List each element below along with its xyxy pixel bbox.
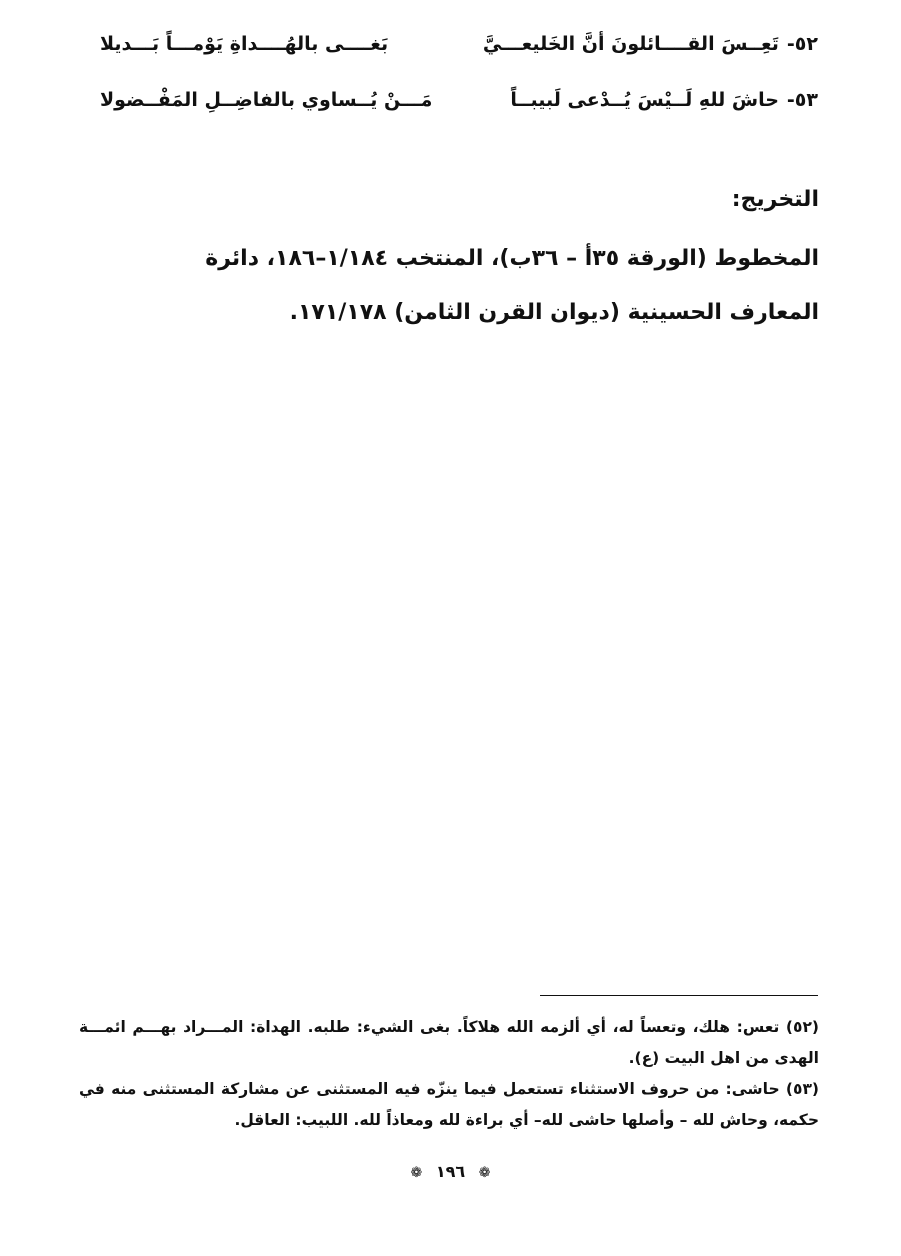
footnotes <box>79 1012 819 1136</box>
verse-53 <box>100 85 818 115</box>
footnote-52: (٥٢) تعس: هلك، وتعساً له، أي ألزمه الله هلاكاً. بغى الشيء: طلبه. الهداة: المـــراد بهـــم ائمـــة الهدى من اهل البيت (ع). <box>79 1018 819 1067</box>
takhrij-heading: التخريج: <box>731 187 819 212</box>
verse-number: ٥٣- <box>786 89 818 111</box>
verse-second-hemistich: مَـــنْ يُــساوي بالفاضِــلِ المَفْــضولا <box>100 89 433 111</box>
footnote-separator <box>540 995 818 996</box>
page-number <box>0 1160 901 1185</box>
ornament-icon: ❁ <box>478 1165 491 1181</box>
verse-first-hemistich: تَعِــسَ القــــائلونَ أنَّ الخَليعـــيَّ <box>482 33 779 55</box>
takhrij-body: المخطوط (الورقة ٣٥أ – ٣٦ب)، المنتخب ١/١٨٤–١٨٦، دائرة المعارف الحسينية (ديوان القرن الثامن) ١٧١/١٧٨. <box>205 246 819 325</box>
verse-number: ٥٢- <box>786 33 818 55</box>
ornament-icon: ❁ <box>410 1165 423 1181</box>
page-number-value: ١٩٦ <box>435 1162 466 1181</box>
footnote-53: (٥٣) حاشى: من حروف الاستثناء تستعمل فيما ينزّه فيه المستثنى عن مشاركة المستثنى منه في حكمه، وحاش لله – وأصلها حاشى لله– أي براءة لله ومعاذاً لله. اللبيب: العاقل. <box>79 1080 819 1129</box>
verse-second-hemistich: بَغــــى بالهُــــداةِ يَوْمـــاً بَـــديلا <box>100 33 389 55</box>
verse-52 <box>100 29 818 59</box>
verse-first-hemistich: حاشَ للهِ لَــيْسَ يُــدْعى لَبيبــاً <box>510 89 779 111</box>
